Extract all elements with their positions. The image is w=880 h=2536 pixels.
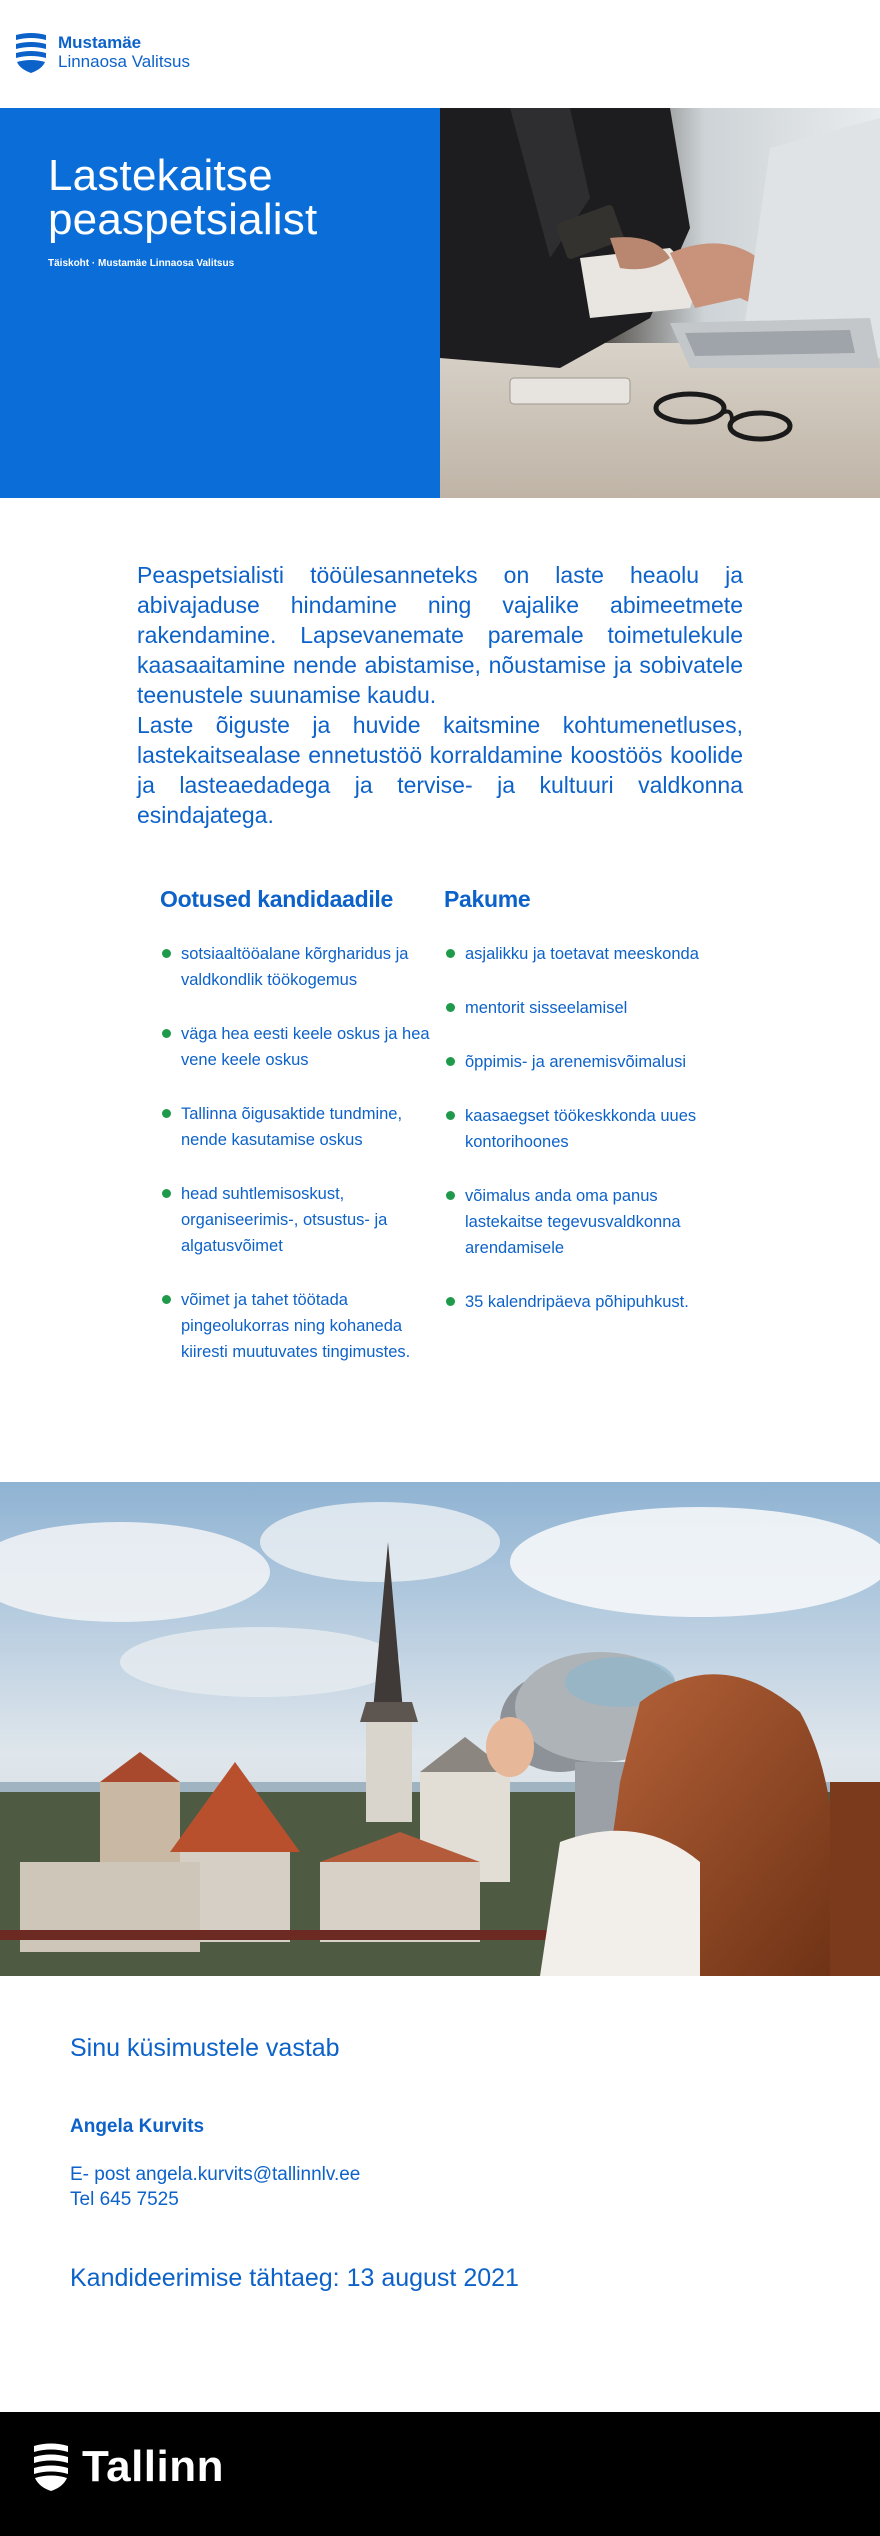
hero-banner (0, 108, 880, 498)
list-item-text: asjalikku ja toetavat meeskonda (465, 945, 699, 963)
list-item-text: Tallinna õigusaktide tundmine, nende kasutamise oskus (181, 1105, 403, 1149)
application-deadline: Kandideerimise tähtaeg: 13 august 2021 (70, 2264, 519, 2292)
list-item (160, 1287, 440, 1365)
list-item-text: kaasaegset töökeskkonda uues kontorihoones (465, 1107, 697, 1151)
bullet-icon (446, 1111, 455, 1120)
bullet-icon (446, 949, 455, 958)
contact-email[interactable]: E- post angela.kurvits@tallinnlv.ee (70, 2164, 361, 2185)
list-item-text: võimalus anda oma panus lastekaitse tegevusvaldkonna arendamisele (465, 1187, 681, 1257)
bullet-icon (162, 1109, 171, 1118)
job-title-line2: peaspetsialist (48, 195, 318, 244)
list-item-text: õppimis- ja arenemisvõimalusi (465, 1053, 686, 1071)
city-crest-icon (32, 2442, 70, 2492)
list-item (444, 1103, 724, 1155)
list-item-text: võimet ja tahet töötada pingeolukorras ning kohaneda kiiresti muutuvates tingimustes. (181, 1291, 411, 1361)
job-title-line1: Lastekaitse (48, 151, 273, 200)
expectations-list (160, 941, 440, 1365)
offers-section (444, 886, 724, 1343)
list-item-text: sotsiaaltööalane kõrgharidus ja valdkondlik töökogemus (181, 945, 409, 989)
contact-section (70, 2034, 810, 2292)
expectations-heading: Ootused kandidaadile (160, 886, 393, 912)
offers-list (444, 941, 724, 1315)
bullet-icon (162, 949, 171, 958)
bullet-icon (446, 1297, 455, 1306)
contact-name: Angela Kurvits (70, 2116, 205, 2137)
hero-photo-office-laptop (440, 108, 880, 498)
laptop-photo-illustration (440, 108, 880, 498)
list-item (160, 1181, 440, 1259)
list-item (444, 1183, 724, 1261)
bullet-icon (446, 1003, 455, 1012)
list-item (444, 941, 724, 967)
list-item-text: väga hea eesti keele oskus ja hea vene keele oskus (181, 1025, 430, 1069)
offers-heading: Pakume (444, 886, 531, 912)
list-item-text: head suhtlemisoskust, organiseerimis-, otsustus- ja algatusvõimet (181, 1185, 388, 1255)
description-paragraph-1: Peaspetsialisti tööülesanneteks on laste heaolu ja abivajaduse hindamine ning vajalike abimeetmete rakendamine. Lapsevanemate paremale toimetulekule kaasaaitamine nende abistamise, nõustamise ja sobivatele teenustele suunamise kaudu. (137, 562, 743, 708)
logo-subtitle: Linnaosa Valitsus (58, 52, 190, 71)
site-footer (0, 2412, 880, 2536)
tallinn-view-illustration (0, 1482, 880, 1976)
bullet-icon (446, 1191, 455, 1200)
list-item (160, 941, 440, 993)
footer-logo-text: Tallinn (82, 2442, 225, 2491)
description-paragraph-2: Laste õiguste ja huvide kaitsmine kohtumenetluses, lastekaitsealase ennetustöö korraldamine koostöös koolide ja lasteaedadega ja tervise- ja kultuuri valdkonna esindajatega. (137, 712, 743, 828)
city-view-photo (0, 1482, 880, 1976)
list-item (444, 995, 724, 1021)
list-item (444, 1289, 724, 1315)
mustamae-logo[interactable] (14, 32, 190, 74)
logo-name: Mustamäe (58, 33, 142, 53)
city-crest-icon (14, 32, 48, 74)
list-item (160, 1101, 440, 1153)
list-item (160, 1021, 440, 1073)
bullet-icon (162, 1189, 171, 1198)
site-header (0, 0, 880, 108)
job-meta: Täiskoht · Mustamäe Linnaosa Valitsus (48, 258, 235, 269)
list-item-text: 35 kalendripäeva põhipuhkust. (465, 1293, 689, 1311)
expectations-section (160, 886, 440, 1393)
contact-heading: Sinu küsimustele vastab (70, 2034, 340, 2062)
list-item (444, 1049, 724, 1075)
list-item-text: mentorit sisseelamisel (465, 999, 628, 1017)
hero-title-panel (0, 108, 440, 498)
contact-phone[interactable]: Tel 645 7525 (70, 2189, 179, 2210)
job-title (48, 151, 318, 244)
bullet-icon (162, 1029, 171, 1038)
bullet-icon (446, 1057, 455, 1066)
bullet-icon (162, 1295, 171, 1304)
job-description (137, 560, 743, 830)
tallinn-logo[interactable] (32, 2442, 224, 2492)
